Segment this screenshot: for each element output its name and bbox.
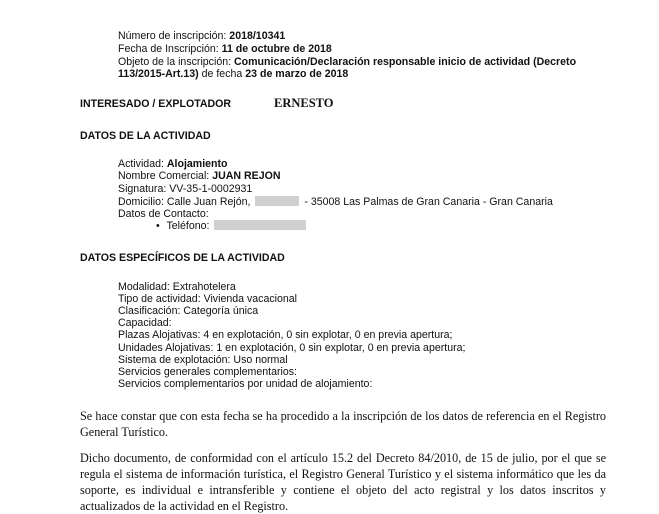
interesado-name: ERNESTO <box>274 96 334 110</box>
paragraph-inscripcion: Se hace constar que con esta fecha se ha procedido a la inscripción de los datos de referencia en el Registro General Turístico. <box>80 409 606 439</box>
inscription-object <box>118 56 576 68</box>
nombre-comercial-row <box>118 170 281 182</box>
spec-line: Unidades Alojativas: 1 en explotación, 0 sin explotar, 0 en previa apertura; <box>118 342 466 354</box>
actividad-row <box>118 158 228 170</box>
spec-line: Modalidad: Extrahotelera <box>118 281 236 293</box>
nombre-comercial-label: Nombre Comercial: <box>118 170 210 182</box>
inscription-object-date: 23 de marzo de 2018 <box>245 68 349 80</box>
inscription-object-decree: 113/2015-Art.13) <box>118 68 199 80</box>
interesado-label: INTERESADO / EXPLOTADOR <box>80 98 232 110</box>
especificos-heading: DATOS ESPECÍFICOS DE LA ACTIVIDAD <box>80 252 285 264</box>
actividad-label: Actividad: <box>118 158 164 170</box>
spec-line: Capacidad: <box>118 317 172 329</box>
actividad-value: Alojamiento <box>166 158 228 170</box>
inscription-object-label: Objeto de la inscripción: <box>118 56 232 68</box>
actividad-heading: DATOS DE LA ACTIVIDAD <box>80 130 211 142</box>
spec-line: Plazas Alojativas: 4 en explotación, 0 sin explotar, 0 en previa apertura; <box>118 329 453 341</box>
inscription-number <box>118 30 285 42</box>
nombre-comercial-value: JUAN REJON <box>212 170 281 182</box>
inscription-date-label: Fecha de Inscripción: <box>118 43 219 55</box>
telefono-row <box>156 220 308 232</box>
spec-line: Servicios generales complementarios: <box>118 366 297 378</box>
inscription-number-value: 2018/10341 <box>229 30 286 42</box>
spec-line: Tipo de actividad: Vivienda vacacional <box>118 293 298 305</box>
domicilio-postal: - 35008 Las Palmas de Gran Canaria - Gran Canaria <box>304 196 553 208</box>
bullet-icon: • <box>156 220 160 232</box>
redacted-address <box>255 196 299 206</box>
domicilio-row <box>118 196 553 208</box>
inscription-object-cont <box>118 68 348 80</box>
telefono-label: Teléfono: <box>166 220 210 232</box>
inscription-date <box>118 43 332 55</box>
contacto-row: Datos de Contacto: <box>118 208 209 220</box>
inscription-date-value: 11 de octubre de 2018 <box>221 43 332 55</box>
signatura-row: Signatura: VV-35-1-0002931 <box>118 183 253 195</box>
redacted-phone <box>214 220 306 230</box>
inscription-object-mid: de fecha <box>201 68 243 80</box>
inscription-number-label: Número de inscripción: <box>118 30 227 42</box>
spec-line: Clasificación: Categoría única <box>118 305 259 317</box>
inscription-object-value: Comunicación/Declaración responsable inicio de actividad (Decreto <box>234 56 577 68</box>
spec-line: Sistema de explotación: Uso normal <box>118 354 288 366</box>
paragraph-decreto: Dicho documento, de conformidad con el artículo 15.2 del Decreto 84/2010, de 15 de julio, por el que se regula el sistema de información turística, el Registro General Turístico y el sistema informático que les da soporte, es individual e intransferible y contiene el objeto del acto registral y los datos inscritos y actualizados de la actividad en el Registro. <box>80 451 606 513</box>
domicilio-label: Domicilio: Calle Juan Rejón, <box>118 196 251 208</box>
spec-line: Servicios complementarios por unidad de alojamiento: <box>118 378 373 390</box>
